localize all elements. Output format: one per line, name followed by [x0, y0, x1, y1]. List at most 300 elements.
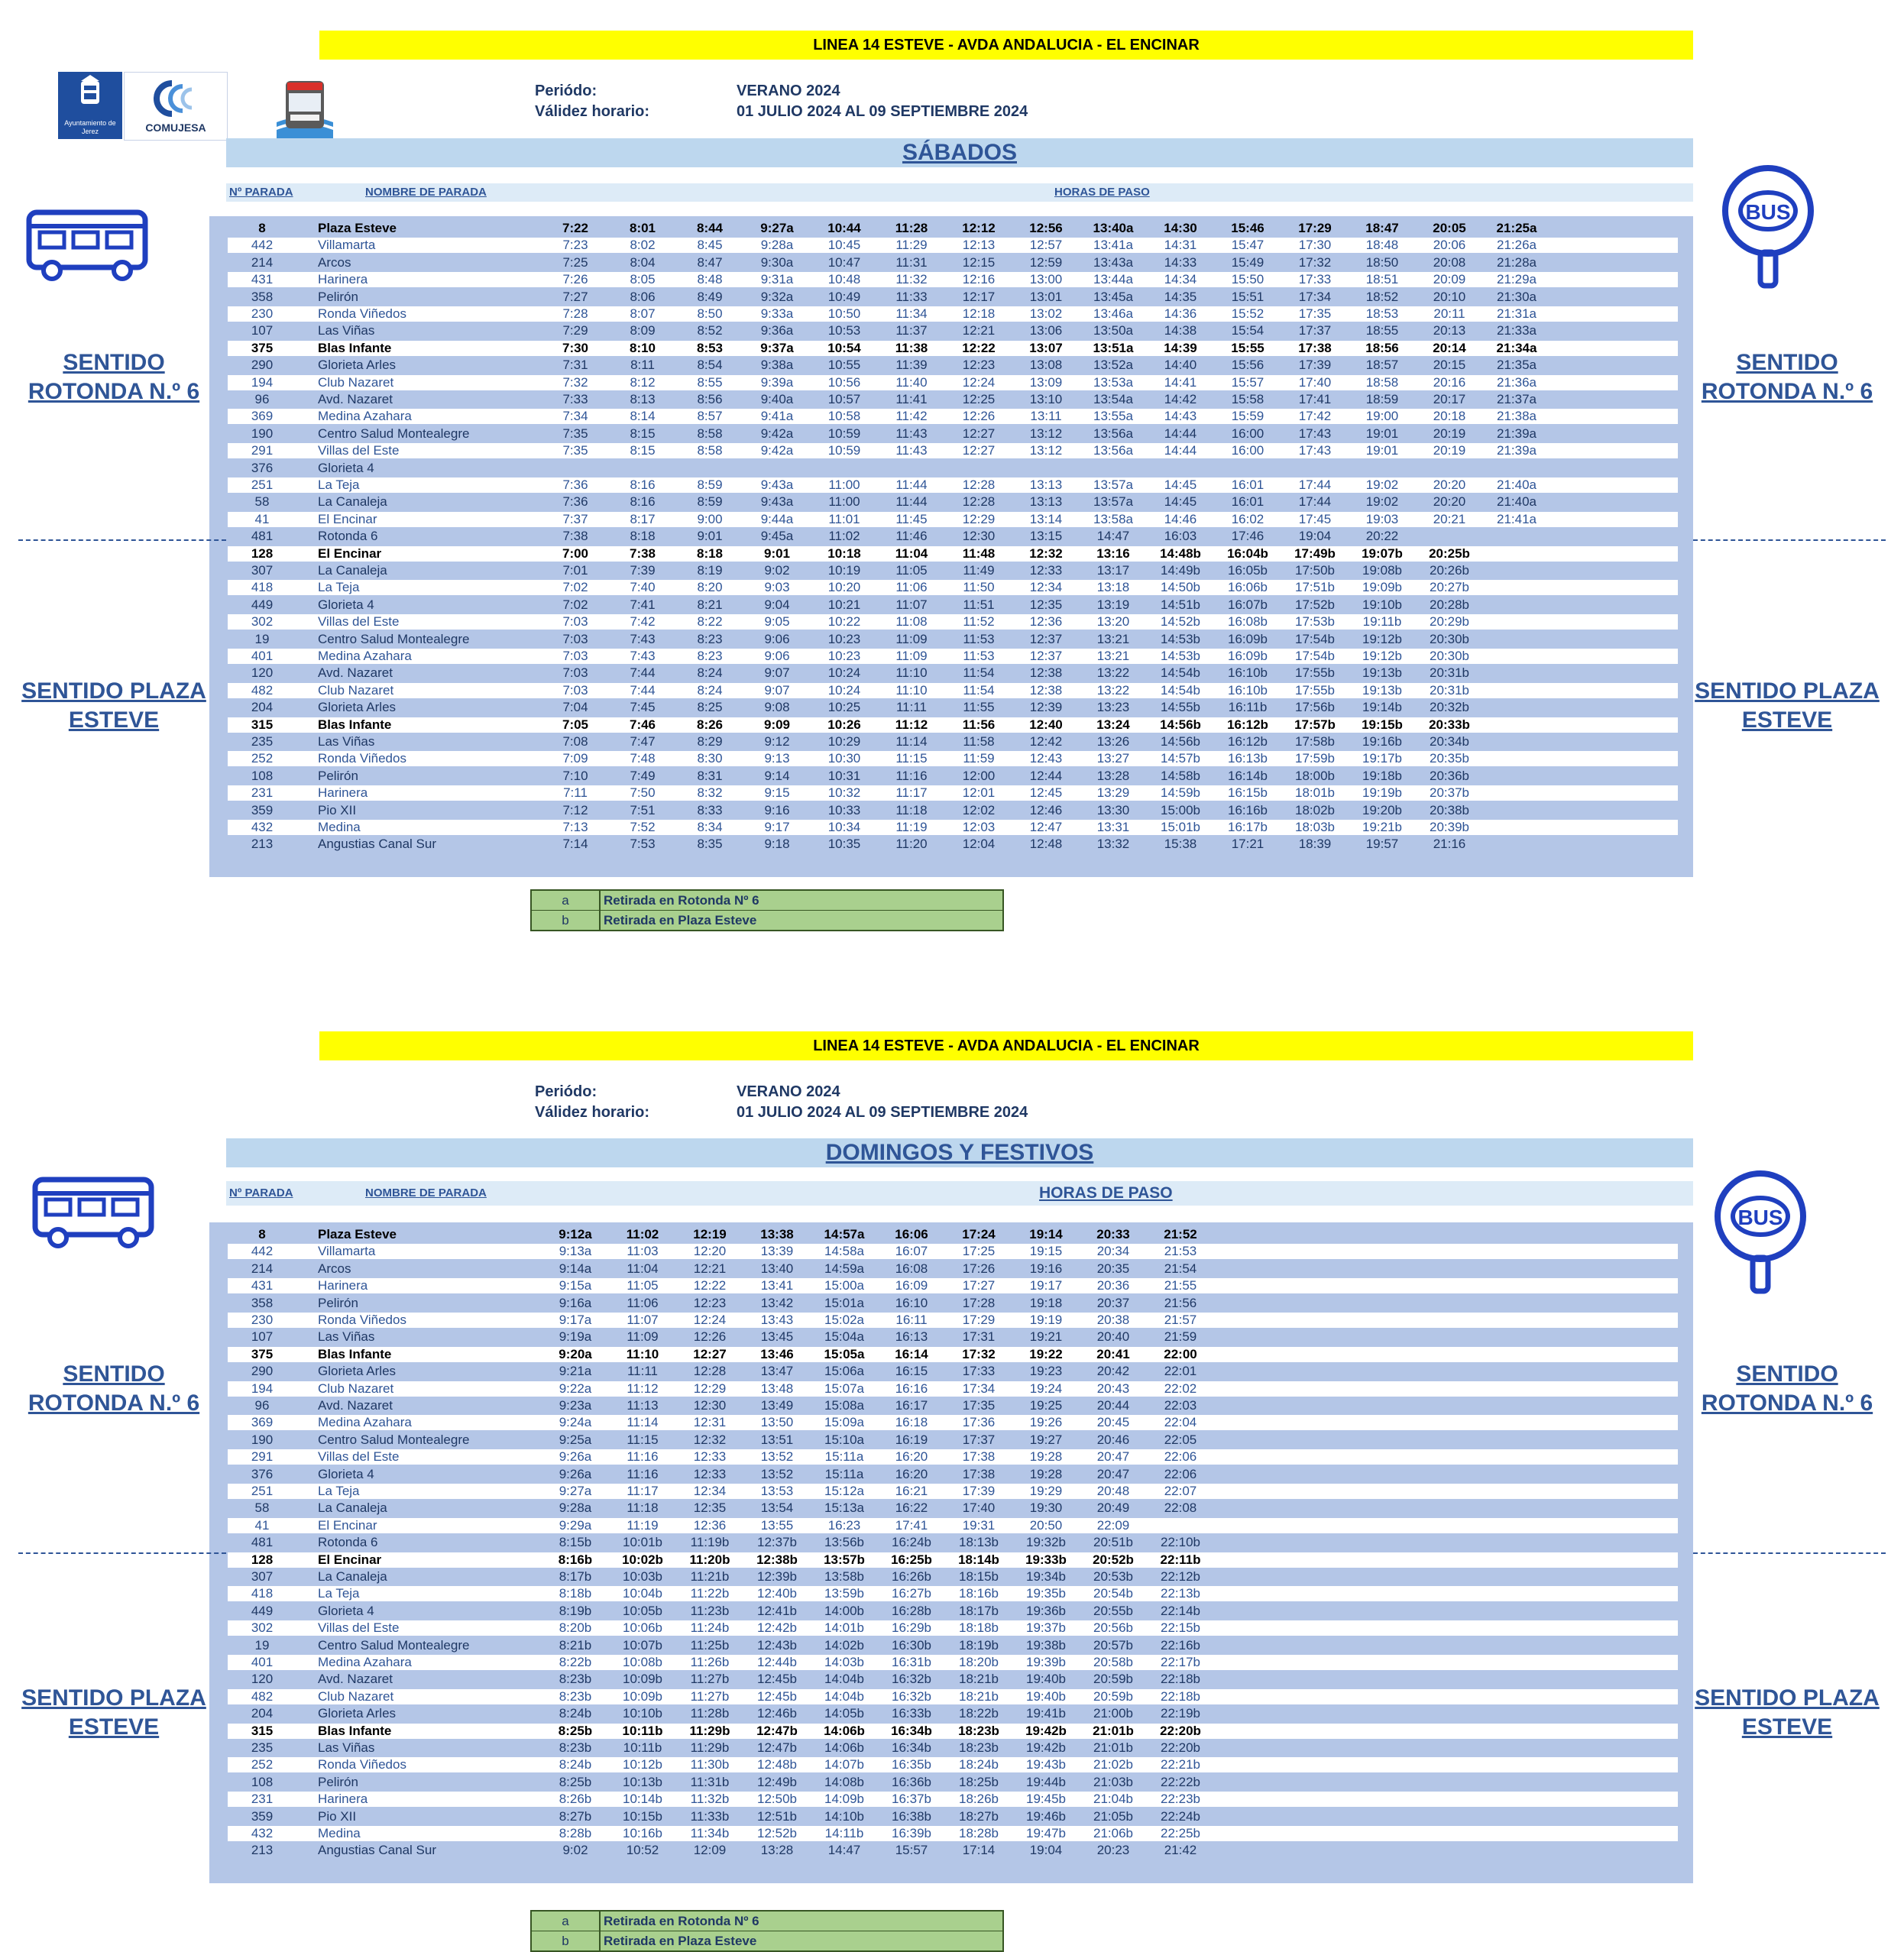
- departure-time: 11:17: [627, 1484, 659, 1498]
- departure-time: 7:32: [562, 374, 588, 390]
- schedule-meta: [535, 81, 1028, 122]
- table-row: [228, 1826, 1678, 1841]
- departure-time: 18:21b: [959, 1672, 999, 1687]
- departure-time: 16:12b: [1228, 734, 1268, 749]
- departure-time: 11:31b: [690, 1774, 730, 1789]
- departure-time: 9:15a: [559, 1278, 592, 1293]
- departure-time: 15:01a: [824, 1295, 864, 1310]
- departure-time: 8:21b: [559, 1637, 592, 1653]
- departure-time: 21:33a: [1497, 323, 1536, 338]
- stop-number: 376: [251, 460, 274, 475]
- departure-time: 20:46: [1096, 1432, 1130, 1447]
- departure-time: 17:21: [1231, 837, 1264, 852]
- stop-number: 96: [254, 392, 270, 406]
- departure-time: 16:13: [895, 1329, 928, 1345]
- departure-time: 18:16b: [959, 1586, 999, 1601]
- departure-time: 11:34b: [690, 1826, 730, 1840]
- departure-time: 19:28: [1029, 1449, 1063, 1465]
- departure-time: 19:13b: [1362, 682, 1402, 698]
- stop-name: Ronda Viñedos: [318, 1313, 406, 1327]
- departure-time: 20:18: [1433, 409, 1466, 424]
- departure-time: 13:28: [760, 1843, 794, 1858]
- departure-time: 19:01: [1365, 443, 1399, 458]
- departure-time: 22:24b: [1161, 1808, 1200, 1824]
- departure-time: 14:50b: [1161, 580, 1200, 595]
- departure-time: 8:16b: [558, 1552, 593, 1567]
- departure-time: 9:05: [764, 614, 790, 630]
- departure-time: 8:27b: [559, 1808, 592, 1824]
- departure-time: 10:03b: [623, 1569, 662, 1584]
- departure-time: 12:27: [693, 1346, 727, 1361]
- departure-time: 19:02: [1365, 494, 1399, 510]
- stop-number: 58: [254, 494, 270, 510]
- departure-time: 12:59: [1029, 254, 1063, 270]
- departure-time: 12:36: [693, 1517, 727, 1533]
- departure-time: 15:56: [1231, 358, 1264, 373]
- departure-time: 19:25: [1029, 1398, 1063, 1413]
- direction-label-plaza-right: SENTIDO PLAZA ESTEVE: [1695, 678, 1880, 733]
- departure-time: 19:41b: [1026, 1706, 1066, 1721]
- departure-time: 12:17: [962, 289, 996, 304]
- stop-number: 194: [251, 1381, 274, 1396]
- departure-time: 8:29: [697, 734, 723, 749]
- stop-number: 481: [251, 529, 274, 544]
- table-row: [228, 597, 1678, 613]
- departure-time: 10:56: [827, 374, 861, 390]
- departure-time: 7:03: [562, 665, 588, 681]
- day-title-bar: [226, 1138, 1693, 1167]
- departure-time: 13:57a: [1093, 477, 1133, 492]
- departure-time: 19:04: [1029, 1843, 1063, 1858]
- departure-time: 11:09: [627, 1329, 659, 1345]
- departure-time: 15:12a: [824, 1484, 864, 1498]
- departure-time: 10:14b: [623, 1792, 662, 1807]
- stop-name: Angustias Canal Sur: [318, 1843, 436, 1858]
- departure-time: 14:59a: [824, 1261, 864, 1276]
- table-row: [228, 1244, 1678, 1259]
- table-row: [228, 1672, 1678, 1687]
- departure-time: 21:28a: [1497, 254, 1536, 270]
- departure-time: 11:01: [828, 511, 860, 526]
- stop-number: 401: [251, 649, 274, 663]
- stop-number: 190: [251, 426, 274, 441]
- departure-time: 17:35: [962, 1398, 996, 1413]
- table-row: [228, 477, 1678, 493]
- departure-time: 7:02: [562, 580, 588, 595]
- legend-row: [532, 1912, 1002, 1931]
- departure-time: 16:09: [895, 1278, 928, 1293]
- table-row: [228, 1296, 1678, 1311]
- legend-text: Retirada en Plaza Esteve: [604, 913, 757, 927]
- departure-time: 22:17b: [1161, 1655, 1200, 1669]
- departure-time: 20:59b: [1093, 1672, 1133, 1687]
- departure-time: 13:21: [1096, 631, 1130, 646]
- stop-name: Medina: [318, 820, 361, 834]
- departure-time: 20:23: [1096, 1843, 1130, 1858]
- departure-time: 13:42: [760, 1295, 794, 1310]
- departure-time: 10:15b: [623, 1808, 662, 1824]
- table-row: [228, 1415, 1678, 1430]
- departure-time: 11:49: [963, 563, 995, 578]
- departure-time: 16:10: [895, 1295, 928, 1310]
- departure-time: 13:00: [1029, 272, 1063, 287]
- departure-time: 8:17b: [559, 1569, 592, 1584]
- stop-number: 108: [251, 768, 274, 783]
- departure-time: 18:19b: [959, 1637, 999, 1653]
- stop-name: Avd. Nazaret: [318, 665, 393, 681]
- departure-time: 11:34: [895, 306, 928, 321]
- departure-time: 19:27: [1029, 1432, 1063, 1447]
- departure-time: 14:45: [1164, 477, 1197, 492]
- departure-time: 14:54b: [1161, 682, 1200, 698]
- departure-time: 17:54b: [1295, 631, 1335, 646]
- stop-name: Glorieta 4: [318, 597, 374, 612]
- departure-time: 7:02: [562, 597, 588, 612]
- stop-name: Glorieta Arles: [318, 1706, 397, 1721]
- departure-time: 9:20a: [559, 1346, 592, 1361]
- departure-time: 16:08b: [1228, 614, 1268, 630]
- departure-time: 10:19: [827, 563, 861, 578]
- departure-time: 11:02: [828, 529, 860, 544]
- table-row: [228, 1500, 1678, 1516]
- departure-time: 15:51: [1231, 289, 1264, 304]
- departure-time: 8:13: [630, 392, 656, 406]
- departure-time: 14:41: [1164, 374, 1197, 390]
- departure-time: 13:52a: [1093, 358, 1133, 373]
- departure-time: 21:03b: [1093, 1774, 1133, 1789]
- departure-time: 8:23b: [559, 1740, 592, 1755]
- departure-time: 13:45: [760, 1329, 794, 1345]
- departure-time: 22:14b: [1161, 1603, 1200, 1618]
- departure-time: 21:40a: [1497, 477, 1536, 492]
- departure-time: 13:20: [1096, 614, 1130, 630]
- departure-time: 22:03: [1164, 1398, 1197, 1413]
- departure-time: 9:40a: [760, 392, 794, 406]
- departure-time: 12:43: [1029, 751, 1063, 766]
- departure-time: 16:30b: [892, 1637, 931, 1653]
- table-row: [228, 665, 1678, 681]
- stop-number: 235: [251, 1740, 274, 1755]
- departure-time: 9:02: [562, 1843, 588, 1858]
- legend-row: [532, 891, 1002, 911]
- departure-time: 16:32b: [892, 1688, 931, 1704]
- stop-number: 213: [251, 837, 274, 852]
- departure-time: 11:27b: [690, 1688, 730, 1704]
- departure-time: 7:53: [630, 837, 656, 852]
- departure-time: 17:25: [962, 1244, 996, 1259]
- departure-time: 12:28: [962, 494, 996, 510]
- stop-name: El Encinar: [318, 545, 382, 561]
- departure-time: 15:55: [1231, 340, 1264, 355]
- table-row: [228, 1809, 1678, 1824]
- departure-time: 10:44: [827, 221, 861, 235]
- departure-time: 10:45: [827, 238, 861, 253]
- departure-time: 18:17b: [959, 1603, 999, 1618]
- departure-time: 7:35: [562, 443, 588, 458]
- departure-time: 12:35: [693, 1500, 727, 1516]
- departure-time: 18:50: [1365, 254, 1399, 270]
- stop-name: Medina Azahara: [318, 1415, 412, 1430]
- departure-time: 19:08b: [1362, 563, 1402, 578]
- departure-time: 9:17: [764, 820, 790, 834]
- departure-time: 13:54a: [1093, 392, 1133, 406]
- table-row: [228, 1449, 1678, 1465]
- departure-time: 11:19: [895, 820, 928, 834]
- departure-time: 18:53: [1365, 306, 1399, 321]
- departure-time: 15:08a: [824, 1398, 864, 1413]
- departure-time: 8:44: [696, 221, 724, 235]
- departure-time: 9:02: [764, 563, 790, 578]
- departure-time: 17:54b: [1295, 649, 1335, 663]
- departure-time: 11:43: [895, 426, 928, 441]
- departure-time: 8:24: [697, 682, 723, 698]
- stop-name: Glorieta Arles: [318, 1364, 397, 1379]
- table-row: [228, 306, 1678, 322]
- departure-time: 20:37b: [1430, 785, 1469, 801]
- departure-time: 11:17: [895, 785, 928, 801]
- departure-time: 14:54b: [1161, 665, 1200, 681]
- departure-time: 10:10b: [623, 1706, 662, 1721]
- table-row: [228, 1432, 1678, 1448]
- departure-time: 16:07b: [1228, 597, 1268, 612]
- departure-time: 19:01: [1365, 426, 1399, 441]
- departure-time: 9:37a: [760, 340, 794, 355]
- departure-time: 20:33b: [1429, 717, 1470, 732]
- legend-text: Retirada en Plaza Esteve: [604, 1934, 757, 1948]
- stop-number: 41: [254, 1517, 270, 1533]
- direction-label-plaza-left: SENTIDO PLAZA ESTEVE: [21, 678, 206, 733]
- departure-time: 11:11: [627, 1364, 659, 1379]
- departure-time: 9:15: [764, 785, 790, 801]
- departure-time: 9:32a: [760, 289, 794, 304]
- table-row: [228, 1706, 1678, 1721]
- departure-time: 10:55: [827, 358, 861, 373]
- departure-time: 15:06a: [824, 1364, 864, 1379]
- departure-time: 16:14b: [1228, 768, 1268, 783]
- stop-number: 204: [251, 1706, 274, 1721]
- departure-time: 14:56b: [1161, 734, 1200, 749]
- column-header-bar: [226, 183, 1693, 202]
- departure-time: 21:55: [1164, 1278, 1197, 1293]
- departure-time: 12:09: [693, 1843, 727, 1858]
- stop-number: 442: [251, 1244, 274, 1259]
- departure-time: 8:59: [697, 477, 723, 492]
- table-row: [228, 563, 1678, 578]
- departure-time: 17:26: [962, 1261, 996, 1276]
- departure-time: 18:51: [1365, 272, 1399, 287]
- departure-time: 18:13b: [959, 1535, 999, 1550]
- departure-time: 14:44: [1164, 426, 1197, 441]
- stop-name: Glorieta Arles: [318, 358, 397, 373]
- departure-time: 19:18: [1029, 1295, 1063, 1310]
- timetable: [209, 216, 1693, 877]
- departure-time: 14:44: [1164, 443, 1197, 458]
- departure-time: 14:53b: [1161, 649, 1200, 663]
- stop-name: Glorieta 4: [318, 460, 374, 475]
- departure-time: 14:38: [1164, 323, 1197, 338]
- departure-time: 17:38: [962, 1449, 996, 1465]
- departure-time: 17:53b: [1295, 614, 1335, 630]
- departure-time: 12:22: [693, 1278, 727, 1293]
- departure-time: 12:40b: [757, 1586, 797, 1601]
- departure-time: 10:18: [827, 545, 861, 561]
- departure-time: 13:21: [1096, 649, 1130, 663]
- departure-time: 13:26: [1096, 734, 1130, 749]
- departure-time: 20:06: [1433, 238, 1466, 253]
- day-title-bar: [226, 138, 1693, 167]
- departure-time: 10:59: [827, 426, 861, 441]
- departure-time: 13:27: [1096, 751, 1130, 766]
- table-row: [228, 803, 1678, 818]
- departure-time: 7:03: [562, 631, 588, 646]
- departure-time: 8:34: [697, 820, 723, 834]
- stop-name: Centro Salud Montealegre: [318, 426, 470, 441]
- stop-number: 230: [251, 306, 274, 321]
- departure-time: 9:01: [697, 529, 723, 544]
- departure-time: 20:22: [1365, 529, 1399, 544]
- stop-name: La Teja: [318, 580, 360, 595]
- departure-time: 11:58: [963, 734, 995, 749]
- departure-time: 12:26: [693, 1329, 727, 1345]
- departure-time: 13:51: [760, 1432, 794, 1447]
- departure-time: 18:15b: [959, 1569, 999, 1584]
- departure-time: 19:33b: [1025, 1552, 1067, 1567]
- departure-time: 8:11: [630, 358, 655, 373]
- departure-time: 8:05: [630, 272, 656, 287]
- table-row: [228, 1261, 1678, 1277]
- departure-time: 7:22: [562, 221, 589, 235]
- departure-time: 19:15: [1029, 1244, 1063, 1259]
- table-row: [228, 717, 1678, 733]
- departure-time: 20:42: [1096, 1364, 1130, 1379]
- departure-time: 7:37: [562, 511, 588, 526]
- stop-number: 251: [251, 477, 274, 492]
- departure-time: 8:23b: [559, 1672, 592, 1687]
- departure-time: 12:24: [962, 374, 996, 390]
- stop-number: 235: [251, 734, 274, 749]
- departure-time: 13:41a: [1093, 238, 1133, 253]
- departure-time: 9:16: [764, 802, 790, 817]
- departure-time: 8:26: [696, 717, 724, 732]
- departure-time: 16:25b: [891, 1552, 932, 1567]
- departure-time: 16:14: [895, 1346, 928, 1361]
- departure-time: 7:29: [562, 323, 588, 338]
- departure-time: 14:59b: [1161, 785, 1200, 801]
- departure-time: 12:29: [962, 511, 996, 526]
- departure-time: 13:52: [760, 1449, 794, 1465]
- departure-time: 13:22: [1096, 665, 1130, 681]
- departure-time: 13:19: [1096, 597, 1130, 612]
- validity-value: 01 JULIO 2024 AL 09 SEPTIEMBRE 2024: [737, 103, 1028, 120]
- departure-time: 12:56: [1029, 221, 1063, 235]
- departure-time: 8:14: [630, 409, 656, 424]
- departure-time: 11:27b: [690, 1672, 730, 1687]
- schedule-meta: [535, 1082, 1028, 1123]
- departure-time: 19:44b: [1026, 1774, 1066, 1789]
- departure-time: 20:38b: [1430, 802, 1469, 817]
- departure-time: 12:49b: [757, 1774, 797, 1789]
- bus-stop-sign-icon: [1716, 165, 1820, 290]
- stop-name: La Canaleja: [318, 563, 387, 578]
- departure-time: 8:06: [630, 289, 656, 304]
- departure-time: 11:23b: [690, 1603, 730, 1618]
- departure-time: 16:15: [895, 1364, 928, 1379]
- departure-time: 19:10b: [1362, 597, 1402, 612]
- departure-time: 18:20b: [959, 1655, 999, 1669]
- departure-time: 19:42b: [1026, 1740, 1066, 1755]
- stop-number: 432: [251, 1826, 274, 1840]
- departure-time: 8:59: [697, 494, 723, 510]
- departure-time: 12:38b: [756, 1552, 798, 1567]
- departure-time: 20:25b: [1429, 545, 1470, 561]
- departure-time: 10:02b: [622, 1552, 663, 1567]
- departure-time: 12:32: [1029, 545, 1063, 561]
- departure-time: 11:59: [963, 751, 995, 766]
- departure-time: 14:55b: [1161, 700, 1200, 715]
- departure-time: 20:40: [1096, 1329, 1130, 1345]
- departure-time: 19:22: [1029, 1346, 1063, 1361]
- departure-time: 22:07: [1164, 1484, 1197, 1498]
- departure-time: 11:05: [627, 1278, 659, 1293]
- departure-time: 8:25: [697, 700, 723, 715]
- departure-time: 10:11b: [622, 1723, 663, 1738]
- departure-time: 12:30: [962, 529, 996, 544]
- departure-time: 7:36: [562, 494, 588, 510]
- departure-time: 8:56: [697, 392, 723, 406]
- departure-time: 12:33: [693, 1449, 727, 1465]
- departure-time: 15:00a: [824, 1278, 864, 1293]
- departure-time: 11:44: [895, 477, 928, 492]
- departure-time: 18:01b: [1295, 785, 1335, 801]
- departure-time: 8:35: [697, 837, 723, 852]
- departure-time: 13:16: [1096, 545, 1130, 561]
- line-title: LINEA 14 ESTEVE - AVDA ANDALUCIA - EL ENCINAR: [319, 31, 1693, 60]
- departure-time: 9:43a: [760, 477, 794, 492]
- departure-time: 11:15: [627, 1432, 659, 1447]
- departure-time: 11:29: [895, 238, 928, 253]
- departure-time: 17:41: [895, 1517, 928, 1533]
- departure-time: 7:03: [562, 649, 588, 663]
- departure-time: 17:52b: [1295, 597, 1335, 612]
- departure-time: 20:36: [1096, 1278, 1130, 1293]
- departure-time: 12:37: [1029, 631, 1063, 646]
- departure-time: 12:44b: [757, 1655, 797, 1669]
- departure-time: 16:17b: [1228, 820, 1268, 834]
- departure-time: 7:13: [562, 820, 588, 834]
- departure-time: 19:42b: [1025, 1723, 1067, 1738]
- departure-time: 7:49: [630, 768, 656, 783]
- departure-time: 20:17: [1433, 392, 1466, 406]
- departure-time: 9:14: [764, 768, 790, 783]
- departure-time: 19:14b: [1362, 700, 1402, 715]
- departure-time: 12:46b: [757, 1706, 797, 1721]
- departure-time: 8:19b: [559, 1603, 592, 1618]
- departure-time: 8:16: [630, 477, 656, 492]
- departure-time: 12:22: [962, 340, 996, 355]
- departure-time: 10:49: [827, 289, 861, 304]
- departure-time: 13:40a: [1093, 221, 1134, 235]
- line-title: LINEA 14 ESTEVE - AVDA ANDALUCIA - EL ENCINAR: [319, 1031, 1693, 1060]
- departure-time: 9:38a: [760, 358, 794, 373]
- table-row: [228, 683, 1678, 698]
- departure-time: 13:57a: [1093, 494, 1133, 510]
- departure-time: 11:56: [962, 717, 996, 732]
- departure-time: 16:20: [895, 1449, 928, 1465]
- departure-time: 7:52: [630, 820, 656, 834]
- bus-stop-sign-text: BUS: [1745, 200, 1791, 224]
- departure-time: 12:01: [962, 785, 996, 801]
- stop-number: 302: [251, 1620, 274, 1636]
